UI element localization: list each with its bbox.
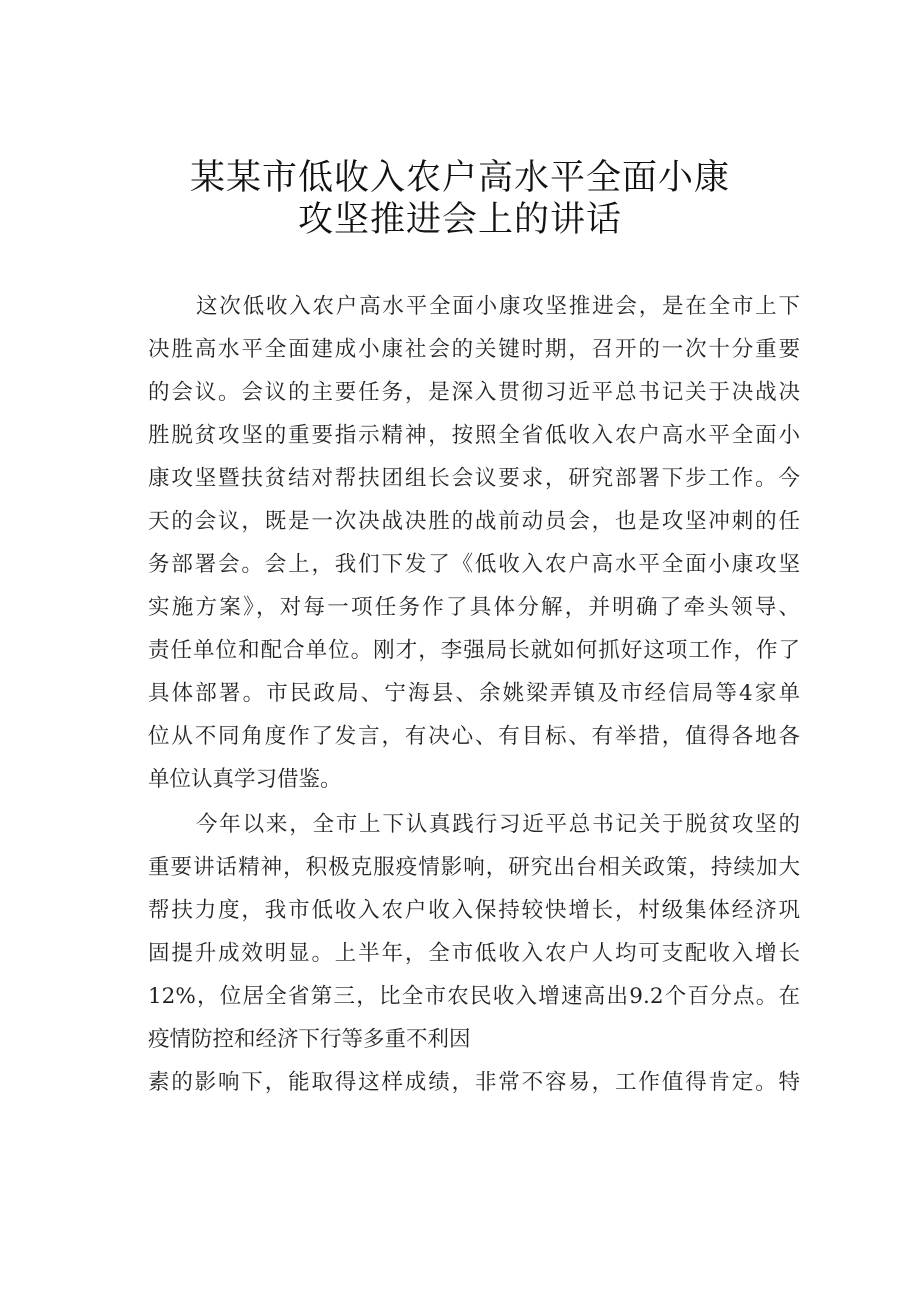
- paragraph-1-line: 天的会议，既是一次决战决胜的战前动员会，也是攻坚冲刺的任: [148, 509, 800, 534]
- paragraph-1-line: 务部署会。会上，我们下发了《低收入农户高水平全面小康攻坚: [148, 552, 800, 577]
- paragraph-2-line: 固提升成效明显。上半年，全市低收入农户人均可支配收入增长: [148, 941, 800, 966]
- paragraph-1-line: 位从不同角度作了发言，有决心、有目标、有举措，值得各地各: [148, 724, 800, 749]
- paragraph-2-line: 帮扶力度，我市低收入农户收入保持较快增长，村级集体经济巩: [148, 898, 800, 923]
- document-title-line-2: 攻坚推进会上的讲话: [297, 200, 622, 240]
- document-title-line-1: 某某市低收入农户高水平全面小康: [189, 158, 730, 198]
- paragraph-1-line: 实施方案》，对每一项任务作了具体分解，并明确了牵头领导、: [148, 595, 800, 620]
- paragraph-2-line: 素的影响下，能取得这样成绩，非常不容易，工作值得肯定。特: [148, 1070, 800, 1095]
- paragraph-1-line: 决胜高水平全面建成小康社会的关键时期，召开的一次十分重要: [148, 337, 800, 362]
- paragraph-1-line: 责任单位和配合单位。刚才，李强局长就如何抓好这项工作，作了: [148, 638, 800, 663]
- paragraph-1-line: 康攻坚暨扶贫结对帮扶团组长会议要求，研究部署下步工作。今: [148, 466, 800, 491]
- paragraph-1-line: 单位认真学习借鉴。: [148, 767, 342, 792]
- paragraph-1-line: 这次低收入农户高水平全面小康攻坚推进会，是在全市上下: [196, 294, 800, 319]
- paragraph-1-line: 胜脱贫攻坚的重要指示精神，按照全省低收入农户高水平全面小: [148, 423, 800, 448]
- paragraph-2-line: 今年以来，全市上下认真践行习近平总书记关于脱贫攻坚的: [196, 812, 800, 837]
- paragraph-2-line: 疫情防控和经济下行等多重不利因: [148, 1027, 471, 1052]
- paragraph-1-line: 的会议。会议的主要任务，是深入贯彻习近平总书记关于决战决: [148, 380, 800, 405]
- paragraph-1-line: 具体部署。市民政局、宁海县、余姚梁弄镇及市经信局等4家单: [148, 681, 800, 706]
- paragraph-2-line: 重要讲话精神，积极克服疫情影响，研究出台相关政策，持续加大: [148, 855, 800, 880]
- paragraph-2-line: 12%，位居全省第三，比全市农民收入增速高出9.2个百分点。在: [148, 984, 800, 1009]
